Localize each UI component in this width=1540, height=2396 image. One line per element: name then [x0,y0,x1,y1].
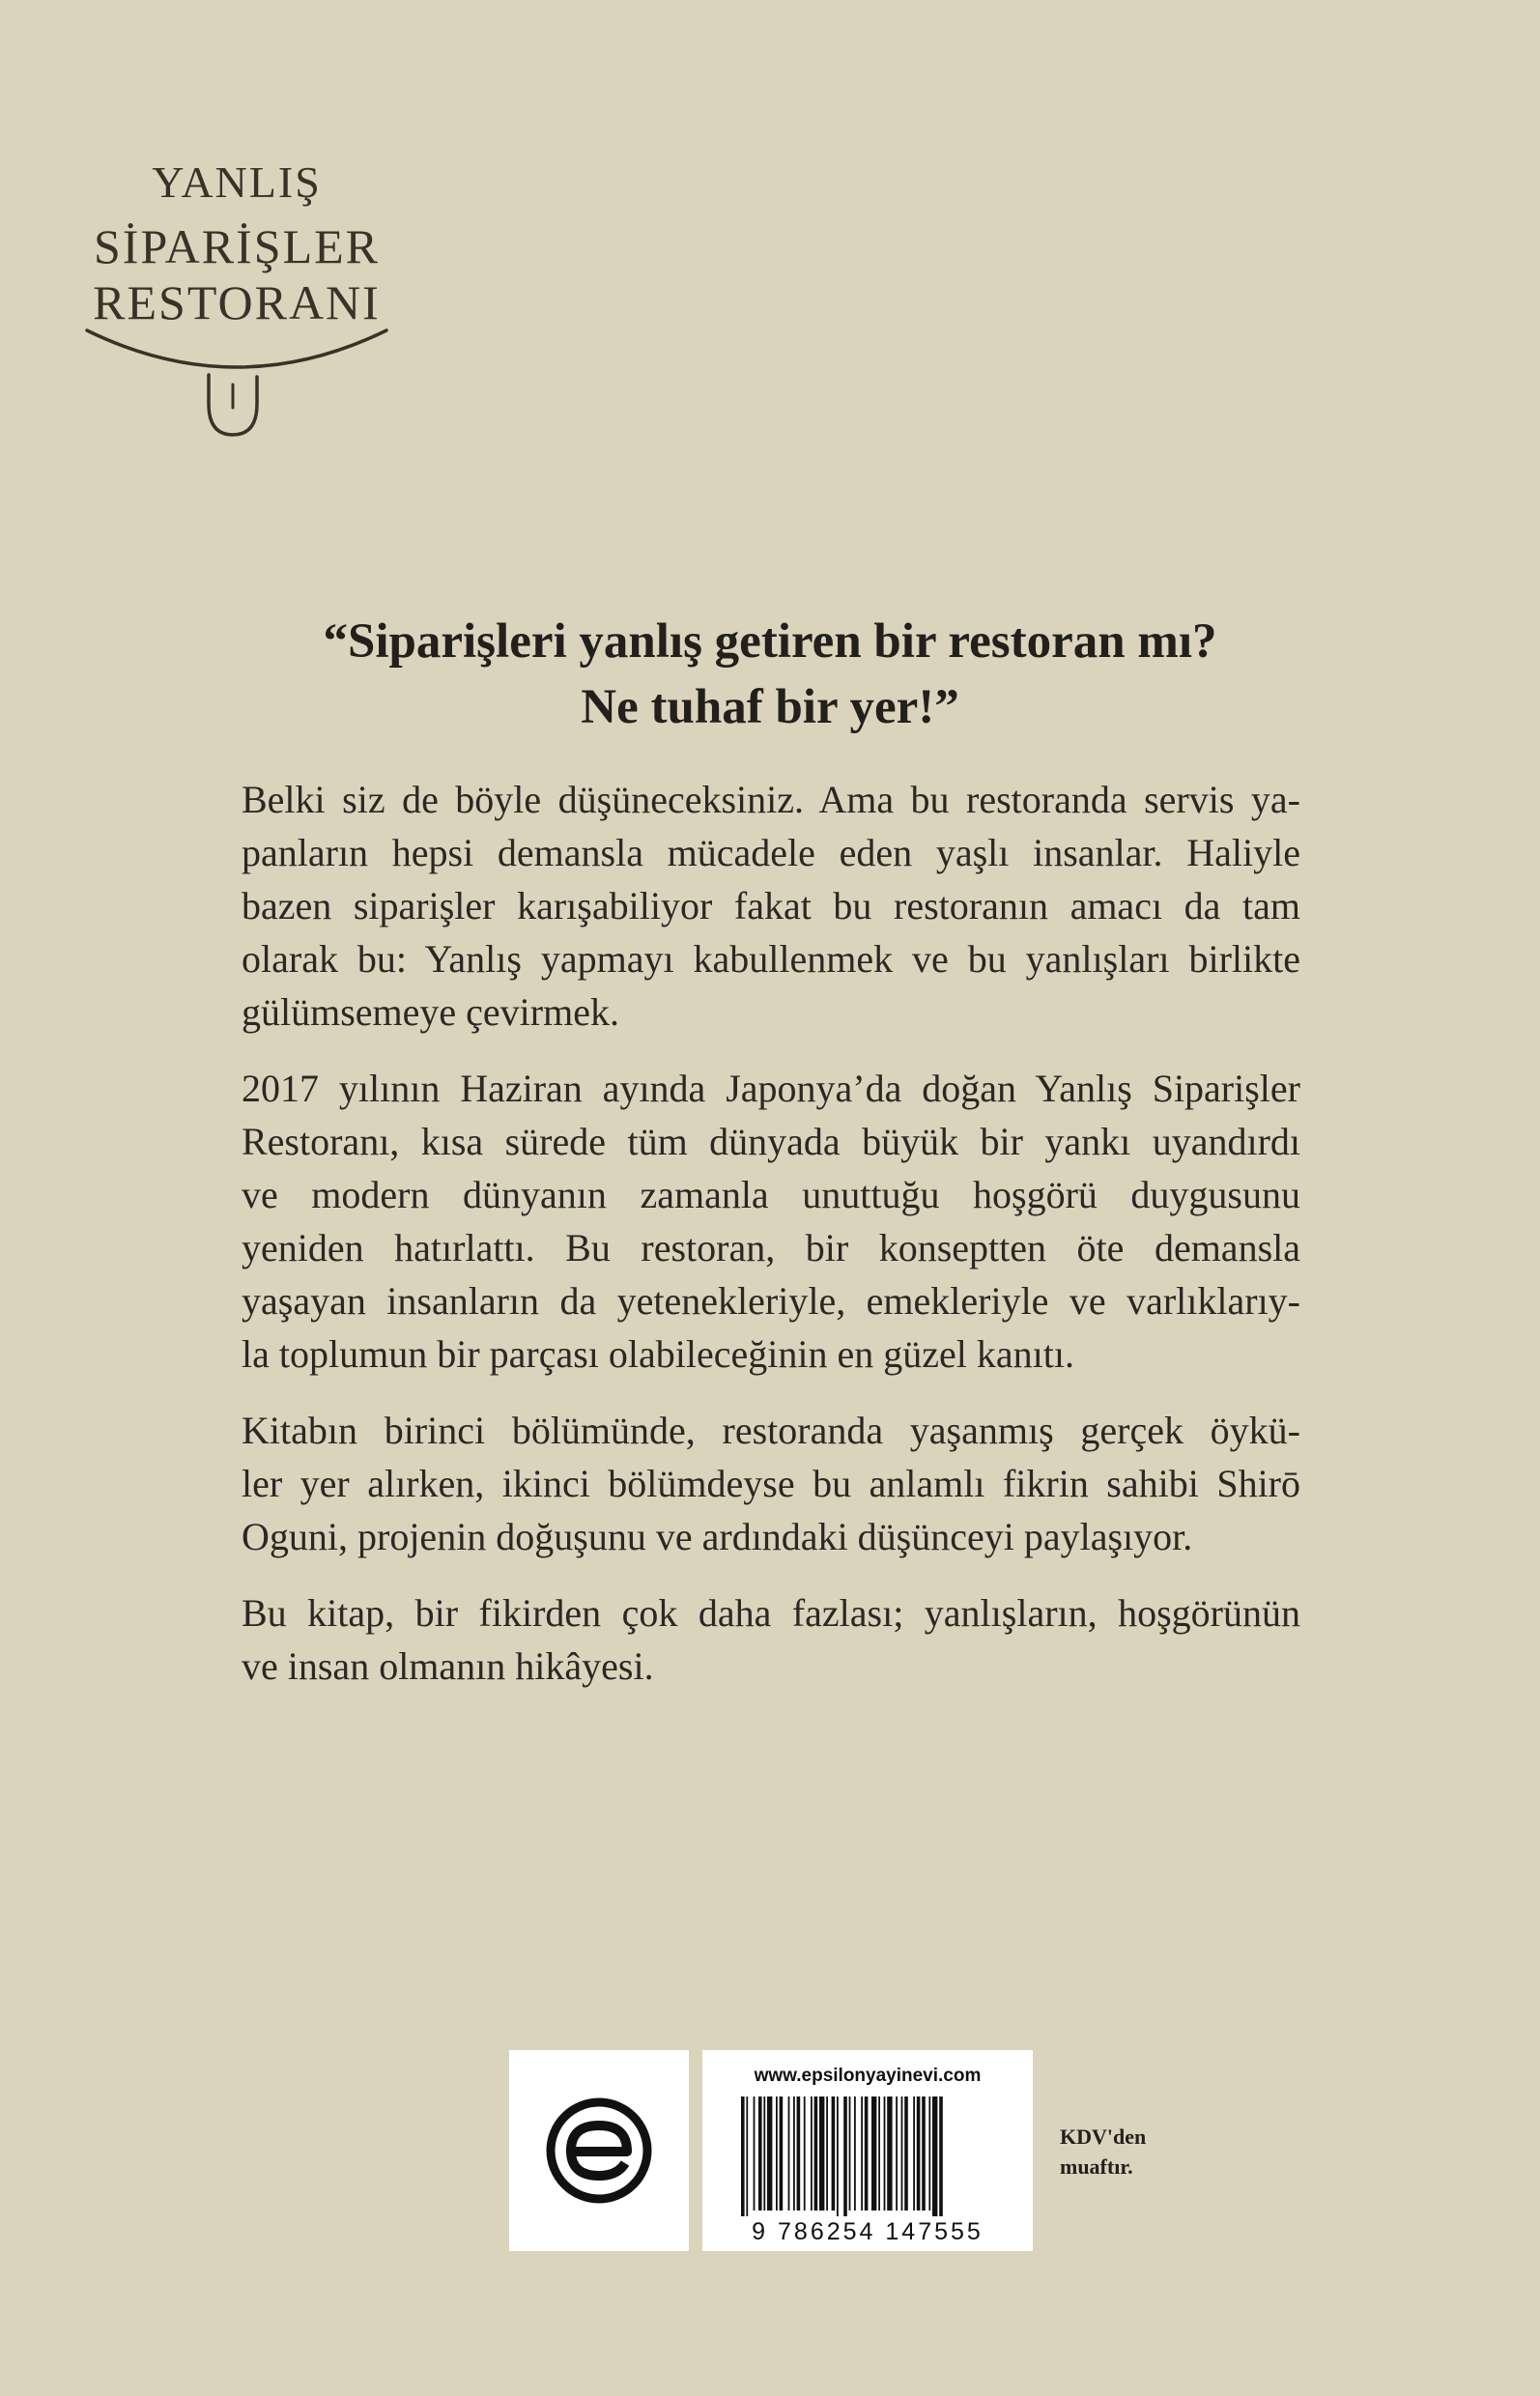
barcode-bar [776,2096,778,2211]
blurb-body [242,773,1300,1716]
text-line: ler yer alırken, ikinci bölümdeyse bu anlamlı fikrin sahibi Shirō [242,1462,1300,1505]
publisher-logo-box [509,2050,689,2251]
barcode-bar [932,2096,937,2216]
barcode-bar [811,2096,813,2211]
barcode-bar [843,2096,847,2216]
barcode-bar [837,2096,839,2216]
barcode-bar [780,2096,784,2211]
pull-quote [242,609,1298,740]
text-line: yaşayan insanların da yetenekleriyle, emekleriyle ve varlıklarıy- [242,1279,1300,1323]
tax-note-line-2: muaftır. [1060,2154,1133,2179]
publisher-website: www.epsilonyayinevi.com [754,2066,982,2086]
barcode-bar [741,2096,745,2216]
text-line: olarak bu: Yanlış yapmayı kabullenmek ve bu yanlışları birlikte [242,937,1300,981]
tax-note [1060,2122,1146,2182]
isbn-barcode [702,2050,1033,2251]
barcode-bar [871,2096,876,2211]
barcode-bar [917,2096,921,2211]
barcode-bar [797,2096,801,2211]
restaurant-logo [77,145,396,454]
text-line: ve modern dünyanın zamanla unuttuğu hoşgörü duygusunu [242,1173,1300,1216]
epsilon-e-icon [544,2096,654,2206]
text-line: panların hepsi demansla mücadele eden yaşlı insanlar. Haliyle [242,831,1300,874]
barcode-bar [887,2096,892,2211]
text-line: la toplumun bir parçası olabileceğinin en güzel kanıtı. [242,1332,1074,1376]
logo-line-1: YANLIŞ [152,157,322,207]
text-line: Kitabın birinci bölümünde, restoranda yaşanmış gerçek öykü- [242,1409,1300,1452]
paragraph-4 [242,1586,1300,1693]
barcode-bar [746,2096,748,2216]
barcode-bar [754,2096,756,2211]
barcode-bar [804,2096,806,2211]
barcode-bar [814,2096,818,2211]
barcode-bar [878,2096,880,2211]
text-line: yeniden hatırlattı. Bu restoran, bir konseptten öte demansla [242,1226,1300,1269]
barcode-bar [928,2096,930,2211]
barcode-bar [865,2096,869,2211]
paragraph-1 [242,773,1300,1039]
barcode-bar [904,2096,908,2211]
quote-line-2: Ne tuhaf bir yer!” [581,680,959,734]
quote-line-1: “Siparişleri yanlış getiren bir restoran mı? [323,614,1217,669]
paragraph-2 [242,1062,1300,1381]
barcode-bar [854,2096,856,2211]
paragraph-3 [242,1404,1300,1563]
text-line: Bu kitap, bir fikirden çok daha fazlası; yanlışların, hoşgörünün [242,1591,1300,1635]
barcode-bar [901,2096,903,2211]
text-line: Restoranı, kısa sürede tüm dünyada büyük bir yankı uyandırdı [242,1120,1300,1163]
text-line: ve insan olmanın hikâyesi. [242,1644,654,1688]
logo-line-3: RESTORANI [93,275,381,329]
barcode-bar [763,2096,765,2211]
barcode-bar [832,2096,836,2211]
barcode-bar [793,2096,795,2211]
barcode-digits: 9 786254 147555 [752,2218,984,2245]
barcode-bar [826,2096,828,2211]
tax-note-line-1: KDV'den [1060,2125,1147,2149]
barcode-bar [758,2096,762,2211]
barcode-bar [767,2096,772,2211]
text-line: Oguni, projenin doğuşunu ve ardındaki düşünceyi paylaşıyor. [242,1515,1193,1558]
barcode-bar [819,2096,824,2211]
barcode-bar [861,2096,863,2211]
barcode-bar [884,2096,886,2211]
barcode-bar [896,2096,898,2211]
text-line: bazen siparişler karışabiliyor fakat bu restoranın amacı da tam [242,884,1300,927]
text-line: Belki siz de böyle düşüneceksiniz. Ama bu restoranda servis ya- [242,778,1300,821]
barcode-bar [849,2096,851,2211]
barcode-bar [788,2096,790,2211]
barcode-bar [922,2096,926,2211]
barcode-bar [913,2096,915,2211]
logo-line-2: SİPARİŞLER [93,219,381,273]
barcode-box [702,2050,1033,2251]
barcode-bars [741,2096,943,2216]
barcode-bar [939,2096,943,2216]
text-line: 2017 yılının Haziran ayında Japonya’da doğan Yanlış Siparişler [242,1067,1300,1110]
text-line: gülümsemeye çevirmek. [242,990,619,1034]
